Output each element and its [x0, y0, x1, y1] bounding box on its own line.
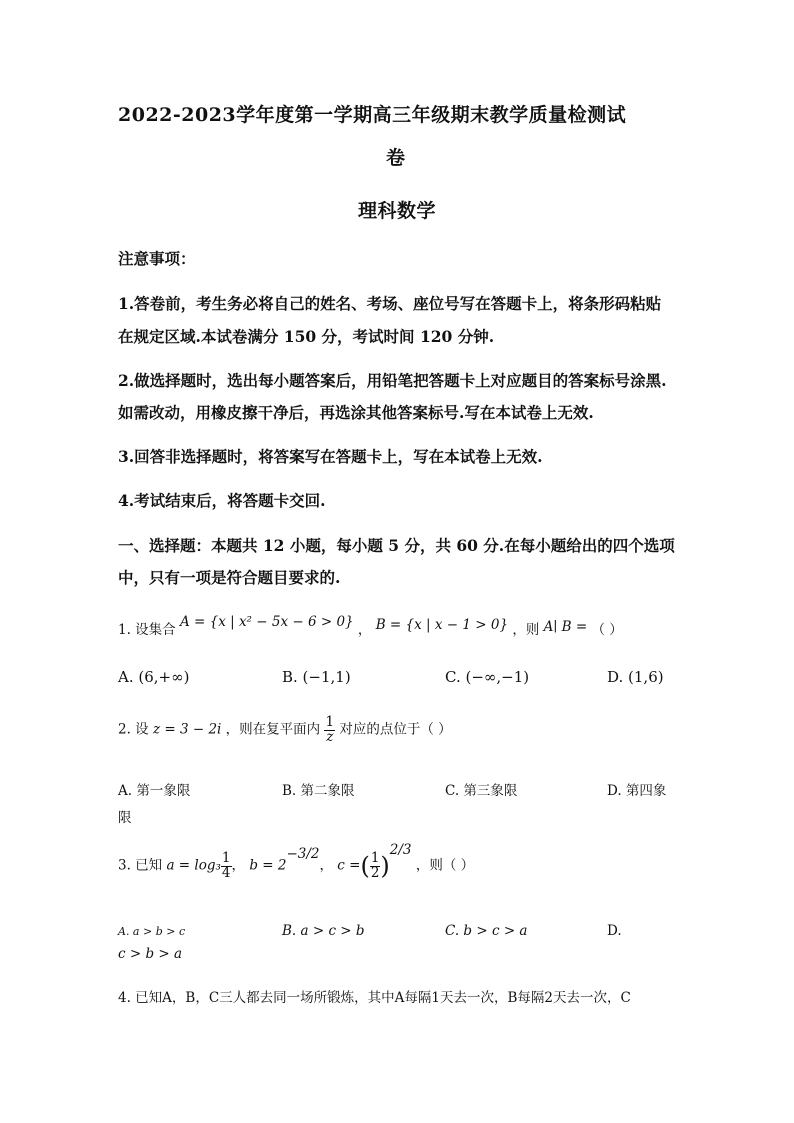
notes-heading: 注意事项：	[118, 249, 196, 268]
question-1	[118, 614, 623, 638]
q1-paren: （ ）	[591, 622, 623, 638]
q1-option-c: C. (−∞,−1)	[445, 668, 530, 686]
question-2	[118, 716, 452, 744]
q3-suffix: ，则（ ）	[415, 857, 475, 874]
q1-option-a: A. (6,+∞)	[118, 668, 190, 686]
q2-option-c: C. 第三象限	[445, 783, 518, 799]
q2-mid: ，则在复平面内	[225, 721, 321, 738]
q1-expr: A∣ B =	[543, 619, 588, 635]
section-heading-line1: 一、选择题：本题共 12 小题，每小题 5 分，共 60 分.在每小题给出的四个选项	[118, 536, 675, 555]
q2-suffix: 对应的点位于（ ）	[339, 721, 452, 738]
q2-prefix: 2. 设	[118, 721, 149, 738]
q2-option-b: B. 第二象限	[282, 783, 355, 799]
note-2-line1: 2.做选择题时，选出每小题答案后，用铅笔把答题卡上对应题目的答案标号涂黑.	[118, 371, 667, 390]
exam-title-line2: 卷	[386, 147, 406, 169]
q2-fraction	[324, 716, 335, 744]
q3-c-exp: 2/3	[389, 842, 412, 858]
exam-title-line1: 2022-2023学年度第一学期高三年级期末教学质量检测试	[118, 104, 627, 126]
q1-suffix: ，则	[512, 622, 540, 638]
q3-b-expr: b = 2	[249, 857, 287, 874]
q2-option-d: D. 第四象	[607, 783, 667, 799]
q3-a-den: 4	[221, 864, 231, 881]
q2-option-a: A. 第一象限	[118, 783, 191, 799]
q3-a-fraction	[221, 852, 232, 880]
q1-prefix: 1. 设集合	[118, 622, 176, 638]
note-3: 3.回答非选择题时，将答案写在答题卡上，写在本试卷上无效.	[118, 447, 543, 466]
q2-frac-den: z	[326, 728, 334, 745]
q1-option-b: B. (−1,1)	[282, 668, 351, 686]
q3-option-c: C. b > c > a	[445, 923, 528, 939]
q3-option-b: B. a > c > b	[282, 923, 365, 939]
q3-option-a: A. a > b > c	[118, 925, 186, 938]
q1-set-b: B = {x | x − 1 > 0}	[375, 617, 509, 633]
q1-sep: ，	[357, 622, 372, 638]
q2-z: z = 3 − 2i	[152, 721, 222, 738]
question-3: 3. 已知 a = log₃ $\frac{1}{4}$ ， $b = 2^{-3/2}$， c =( $\frac{1}{2}$ )$^{2/3}$ ，则（ ）	[118, 842, 475, 881]
q3-c-fraction	[370, 852, 381, 880]
note-4: 4.考试结束后，将答题卡交回.	[118, 491, 326, 510]
q3-prefix: 3. 已知	[118, 857, 163, 874]
q1-option-d: D. (1,6)	[607, 668, 664, 686]
section-heading-line2: 中，只有一项是符合题目要求的.	[118, 568, 341, 587]
q3-b-exp: −3/2	[286, 846, 320, 862]
q3-option-d-wrap: c > b > a	[118, 946, 183, 962]
note-1-line2: 在规定区域.本试卷满分 150 分，考试时间 120 分钟.	[118, 327, 495, 346]
q2-frac-num: 1	[325, 714, 335, 730]
q3-c-num: 1	[370, 850, 380, 866]
q3-c-den: 2	[370, 864, 380, 881]
q2-option-d-wrap: 限	[118, 810, 132, 826]
q1-set-a: A = {x | x² − 5x − 6 > 0}	[179, 614, 354, 630]
exam-subject: 理科数学	[358, 200, 437, 222]
q3-c-expr: c =	[337, 857, 361, 874]
note-1-line1: 1.答卷前，考生务必将自己的姓名、考场、座位号写在答题卡上，将条形码粘贴	[118, 294, 662, 313]
q3-option-d: D.	[607, 923, 622, 939]
note-2-line2: 如需改动，用橡皮擦干净后，再选涂其他答案标号.写在本试卷上无效.	[118, 403, 594, 422]
question-4-line1: 4. 已知A，B，C三人都去同一场所锻炼，其中A每隔1天去一次，B每隔2天去一次，C	[118, 990, 631, 1006]
q3-a-num: 1	[221, 850, 231, 866]
q3-a-expr: a = log₃	[166, 857, 221, 874]
